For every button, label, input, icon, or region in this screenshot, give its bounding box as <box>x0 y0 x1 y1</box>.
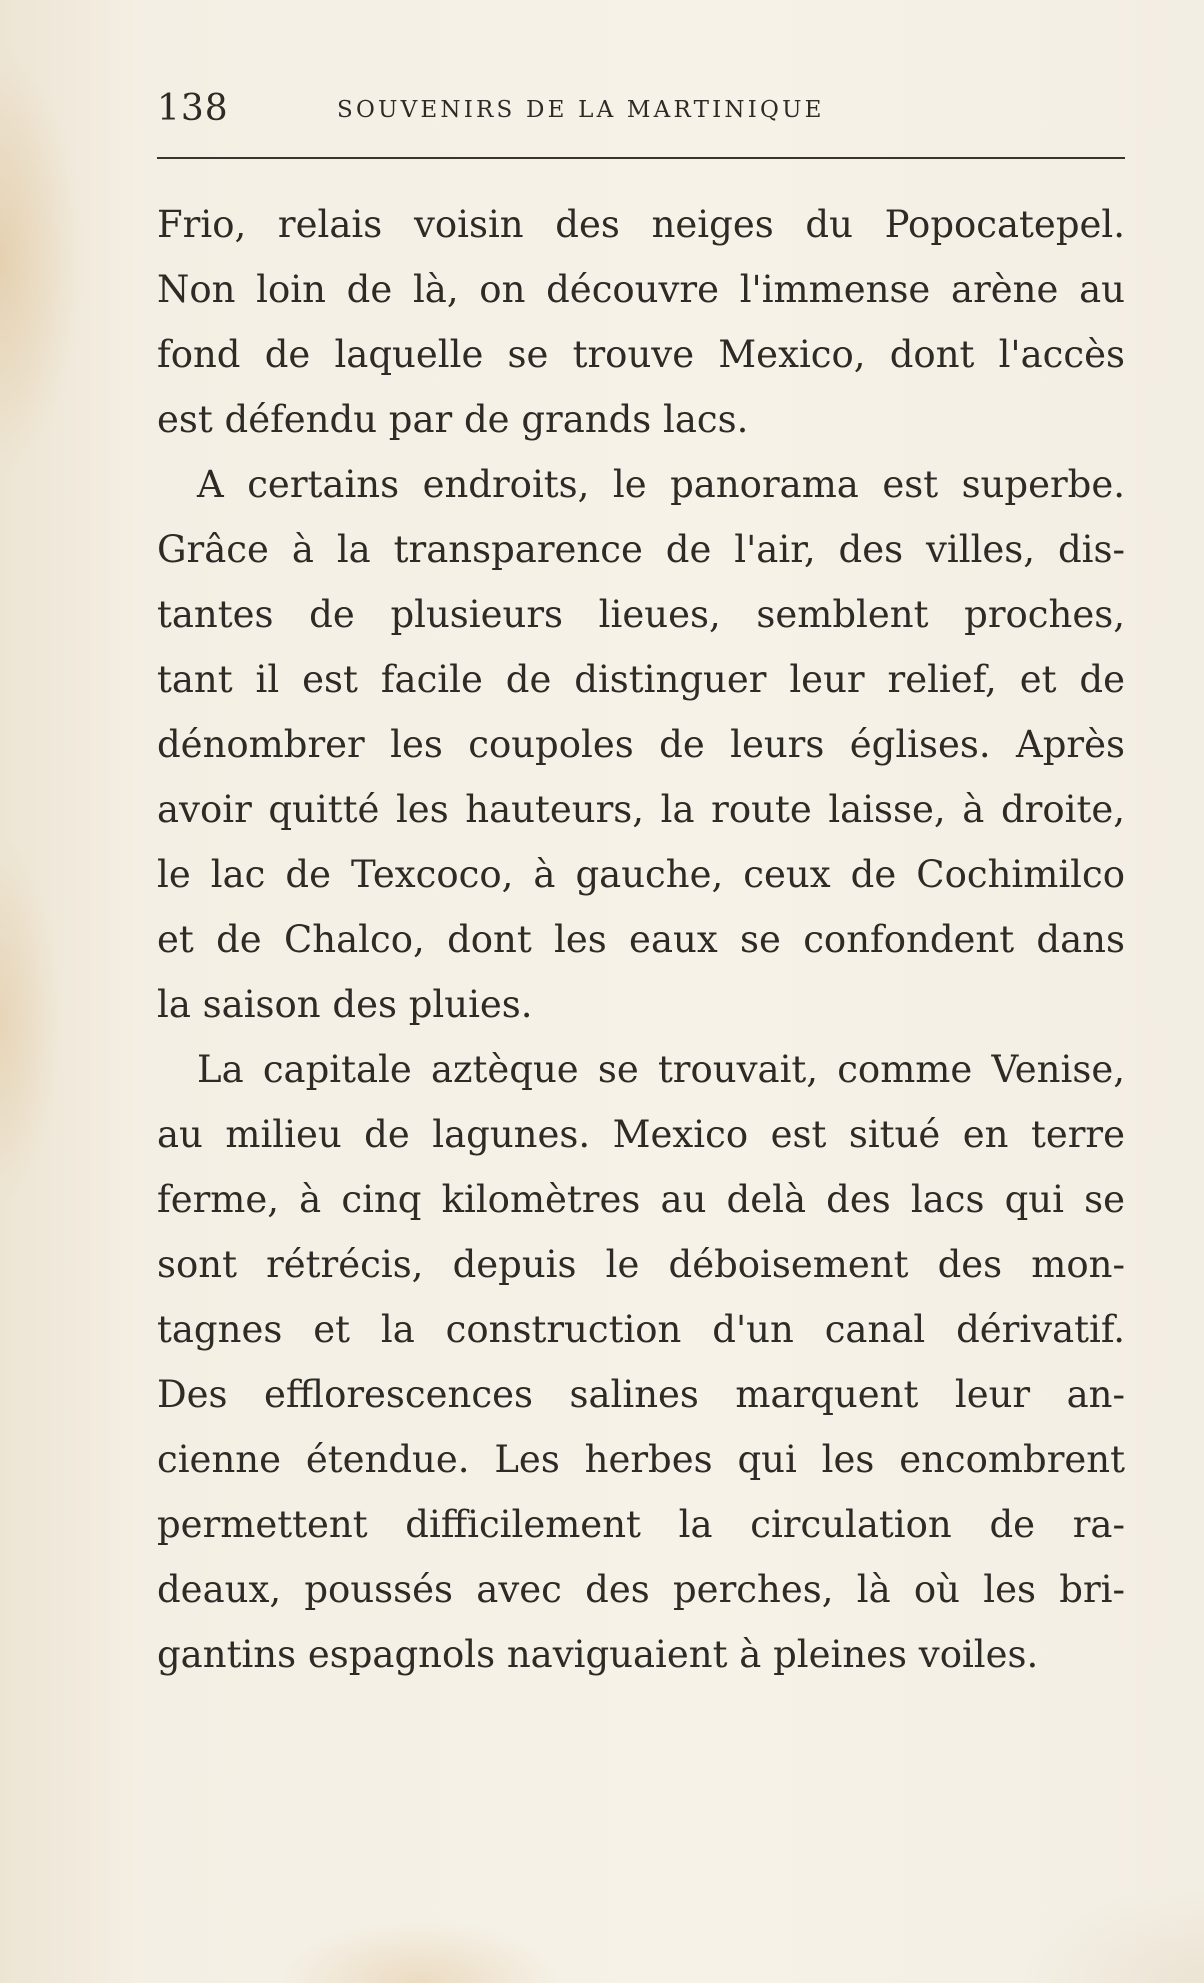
page-number: 138 <box>157 88 229 129</box>
text-line: cienne étendue. Les herbes qui les encombrent <box>157 1438 1125 1481</box>
header-rule <box>157 157 1125 159</box>
text-line: A certains endroits, le panorama est superbe. <box>197 463 1125 506</box>
text-line: au milieu de lagunes. Mexico est situé en terre <box>157 1113 1125 1156</box>
text-line: Des efflorescences salines marquent leur an- <box>157 1373 1125 1416</box>
text-line: sont rétrécis, depuis le déboisement des mon- <box>157 1243 1125 1286</box>
text-line: fond de laquelle se trouve Mexico, dont l'accès <box>157 333 1125 376</box>
text-line: tant il est facile de distinguer leur relief, et de <box>157 658 1125 701</box>
text-line: tantes de plusieurs lieues, semblent proches, <box>157 593 1125 636</box>
text-line: la saison des pluies. <box>157 983 533 1026</box>
text-line: et de Chalco, dont les eaux se confondent dans <box>157 918 1125 961</box>
text-line: La capitale aztèque se trouvait, comme Venise, <box>197 1048 1125 1091</box>
text-line: avoir quitté les hauteurs, la route laisse, à droite, <box>157 788 1125 831</box>
text-line: ferme, à cinq kilomètres au delà des lacs qui se <box>157 1178 1125 1221</box>
text-line: Grâce à la transparence de l'air, des villes, dis- <box>157 528 1125 571</box>
running-title: SOUVENIRS DE LA MARTINIQUE <box>337 97 825 123</box>
text-line: Frio, relais voisin des neiges du Popocatepel. <box>157 203 1125 246</box>
text-line: tagnes et la construction d'un canal dérivatif. <box>157 1308 1125 1351</box>
text-line: permettent difficilement la circulation de ra- <box>157 1503 1125 1546</box>
body-text <box>157 192 1125 1687</box>
text-line: le lac de Texcoco, à gauche, ceux de Cochimilco <box>157 853 1125 896</box>
text-line: gantins espagnols naviguaient à pleines voiles. <box>157 1633 1039 1676</box>
text-line: deaux, poussés avec des perches, là où les bri- <box>157 1568 1125 1611</box>
text-line: Non loin de là, on découvre l'immense arène au <box>157 268 1125 311</box>
running-header <box>157 84 1125 134</box>
text-line: est défendu par de grands lacs. <box>157 398 749 441</box>
text-line: dénombrer les coupoles de leurs églises. Après <box>157 723 1125 766</box>
